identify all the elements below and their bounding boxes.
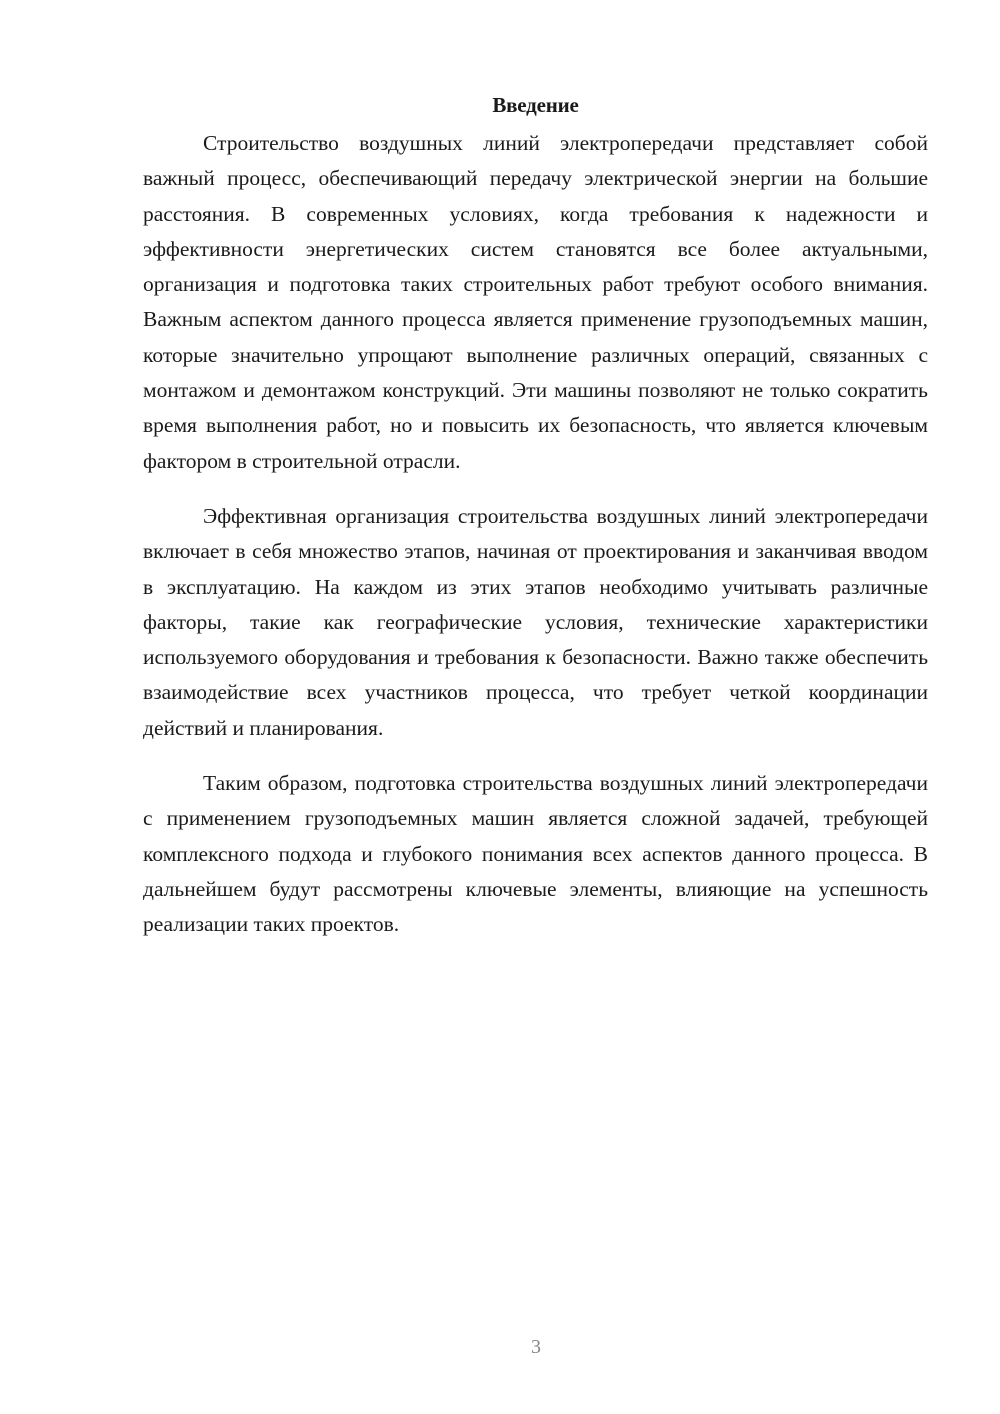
paragraph-3: Таким образом, подготовка строительства воздушных линий электропередачи с применением грузоподъемных машин является сложной задачей, требующей комплексного подхода и глубокого понимания всех аспектов данного процесса. В дальнейшем будут рассмотрены ключевые элементы, влияющие на успешность реализации таких проектов. — [143, 771, 928, 937]
page-number: 3 — [531, 1336, 541, 1358]
section-title: Введение — [492, 93, 579, 117]
document-page — [143, 90, 928, 943]
paragraph-2: Эффективная организация строительства воздушных линий электропередачи включает в себя множество этапов, начиная от проектирования и заканчивая вводом в эксплуатацию. На каждом из этих этапов необходимо учитывать различные факторы, такие как географические условия, технические характеристики используемого оборудования и требования к безопасности. Важно также обеспечить взаимодействие всех участников процесса, что требует четкой координации действий и планирования. — [143, 503, 928, 740]
paragraph-1: Строительство воздушных линий электропередачи представляет собой важный процесс, обеспечивающий передачу электрической энергии на большие расстояния. В современных условиях, когда требования к надежности и эффективности энергетических систем становятся все более актуальными, организация и подготовка таких строительных работ требуют особого внимания. Важным аспектом данного процесса является применение грузоподъемных машин, которые значительно упрощают выполнение различных операций, связанных с монтажом и демонтажом конструкций. Эти машины позволяют не только сократить время выполнения работ, но и повысить их безопасность, что является ключевым фактором в строительной отрасли. — [143, 131, 928, 473]
